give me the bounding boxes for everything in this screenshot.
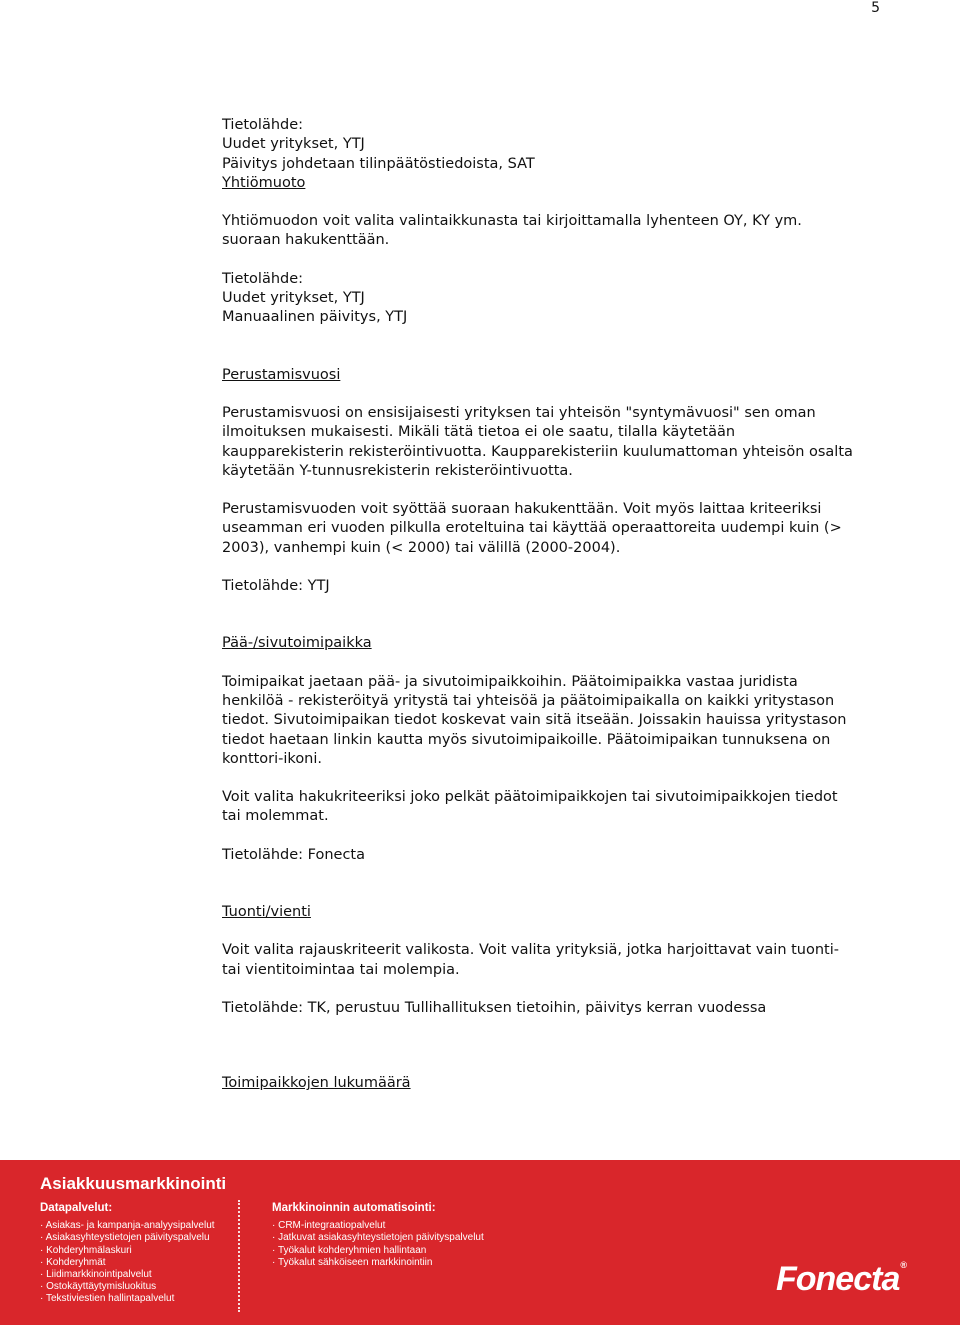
document-body: [222, 116, 902, 1094]
fonecta-logo: [776, 1260, 906, 1299]
paragraph-line: tiedot. Sivutoimipaikan tiedot koskevat vain sitä itseään. Joissakin hauissa yritystason: [222, 712, 847, 729]
paragraph-line: käytetään Y-tunnusrekisterin rekisteröintivuotta.: [222, 462, 573, 479]
footer-divider: [238, 1200, 240, 1312]
footer-list-item: · Kohderyhmät: [40, 1257, 215, 1269]
paragraph-line: Perustamisvuosi on ensisijaisesti yrityksen tai yhteisön "syntymävuosi" sen oman: [222, 404, 816, 421]
paragraph-line: Toimipaikat jaetaan pää- ja sivutoimipaikkoihin. Päätoimipaikka vastaa juridista: [222, 673, 798, 690]
footer-banner: [0, 1160, 960, 1325]
source-line: Tietolähde: TK, perustuu Tullihallituksen tietoihin, päivitys kerran vuodessa: [222, 999, 767, 1016]
source-label: Tietolähde:: [222, 270, 304, 287]
source-line: Uudet yritykset, YTJ: [222, 290, 365, 307]
source-line: Tietolähde: Fonecta: [222, 846, 365, 863]
footer-column-heading: Datapalvelut:: [40, 1202, 113, 1214]
logo-text: Fonecta: [776, 1260, 900, 1298]
footer-title: Asiakkuusmarkkinointi: [40, 1174, 227, 1193]
paragraph-line: konttori-ikoni.: [222, 750, 323, 767]
source-line: Tietolähde: YTJ: [222, 578, 330, 595]
footer-column-heading: Markkinoinnin automatisointi:: [272, 1202, 436, 1214]
paragraph-line: Voit valita rajauskriteerit valikosta. Voit valita yrityksiä, jotka harjoittavat vain tuonti-: [222, 942, 840, 959]
source-line: Manuaalinen päivitys, YTJ: [222, 309, 408, 326]
source-line: Uudet yritykset, YTJ: [222, 136, 365, 153]
footer-list-item: · Työkalut kohderyhmien hallintaan: [272, 1245, 484, 1257]
paragraph-line: kaupparekisterin rekisteröintivuotta. Kaupparekisteriin kuulumattoman yhteisön osalta: [222, 443, 853, 460]
paragraph-line: Perustamisvuoden voit syöttää suoraan hakukenttään. Voit myös laittaa kriteeriksi: [222, 501, 822, 518]
paragraph-line: tiedot haetaan linkin kautta myös sivutoimipaikoille. Päätoimipaikan tunnuksena on: [222, 731, 831, 748]
paragraph-line: suoraan hakukenttään.: [222, 232, 390, 249]
section-heading-paa-sivutoimipaikka: Pää-/sivutoimipaikka: [222, 635, 372, 652]
footer-list-item: · Jatkuvat asiakasyhteystietojen päivityspalvelut: [272, 1232, 484, 1244]
paragraph-line: ilmoituksen mukaisesti. Mikäli tätä tietoa ei ole saatu, tilalla käytetään: [222, 424, 736, 441]
registered-mark: ®: [900, 1260, 906, 1270]
source-line: Päivitys johdetaan tilinpäätöstiedoista, SAT: [222, 155, 535, 172]
footer-list-item: · Kohderyhmälaskuri: [40, 1245, 215, 1257]
section-heading-yhtiomuoto: Yhtiömuoto: [222, 174, 306, 191]
footer-column-automatisointi: [272, 1202, 484, 1269]
paragraph-line: useamman eri vuoden pilkulla eroteltuina tai käyttää operaattoreita uudempi kuin (>: [222, 520, 842, 537]
page-number: 5: [871, 0, 880, 16]
paragraph-line: Voit valita hakukriteeriksi joko pelkät päätoimipaikkojen tai sivutoimipaikkojen tiedot: [222, 789, 838, 806]
footer-list-item: · Työkalut sähköiseen markkinointiin: [272, 1257, 484, 1269]
footer-list-item: · Asiakas- ja kampanja-analyysipalvelut: [40, 1220, 215, 1232]
footer-list-item: · Liidimarkkinointipalvelut: [40, 1269, 215, 1281]
footer-column-datapalvelut: [40, 1202, 215, 1306]
paragraph-line: Yhtiömuodon voit valita valintaikkunasta tai kirjoittamalla lyhenteen OY, KY ym.: [222, 213, 802, 230]
footer-list: [40, 1220, 215, 1305]
footer-list-item: · CRM-integraatiopalvelut: [272, 1220, 484, 1232]
section-heading-perustamisvuosi: Perustamisvuosi: [222, 366, 341, 383]
paragraph-line: 2003), vanhempi kuin (< 2000) tai välillä (2000-2004).: [222, 539, 621, 556]
section-heading-tuonti-vienti: Tuonti/vienti: [222, 904, 311, 921]
paragraph-line: tai vientitoimintaa tai molempia.: [222, 961, 460, 978]
source-label: Tietolähde:: [222, 117, 304, 133]
footer-list: [272, 1220, 484, 1269]
paragraph-line: tai molemmat.: [222, 808, 329, 825]
section-heading-toimipaikkojen-lukumaara: Toimipaikkojen lukumäärä: [222, 1075, 411, 1092]
footer-list-item: · Asiakasyhteystietojen päivityspalvelu: [40, 1232, 215, 1244]
footer-list-item: · Ostokäyttäytymisluokitus: [40, 1281, 215, 1293]
footer-list-item: · Tekstiviestien hallintapalvelut: [40, 1293, 215, 1305]
paragraph-line: henkilöä - rekisteröityä yritystä tai yhteisöä ja päätoimipaikalla on kaikki yritystason: [222, 692, 835, 709]
